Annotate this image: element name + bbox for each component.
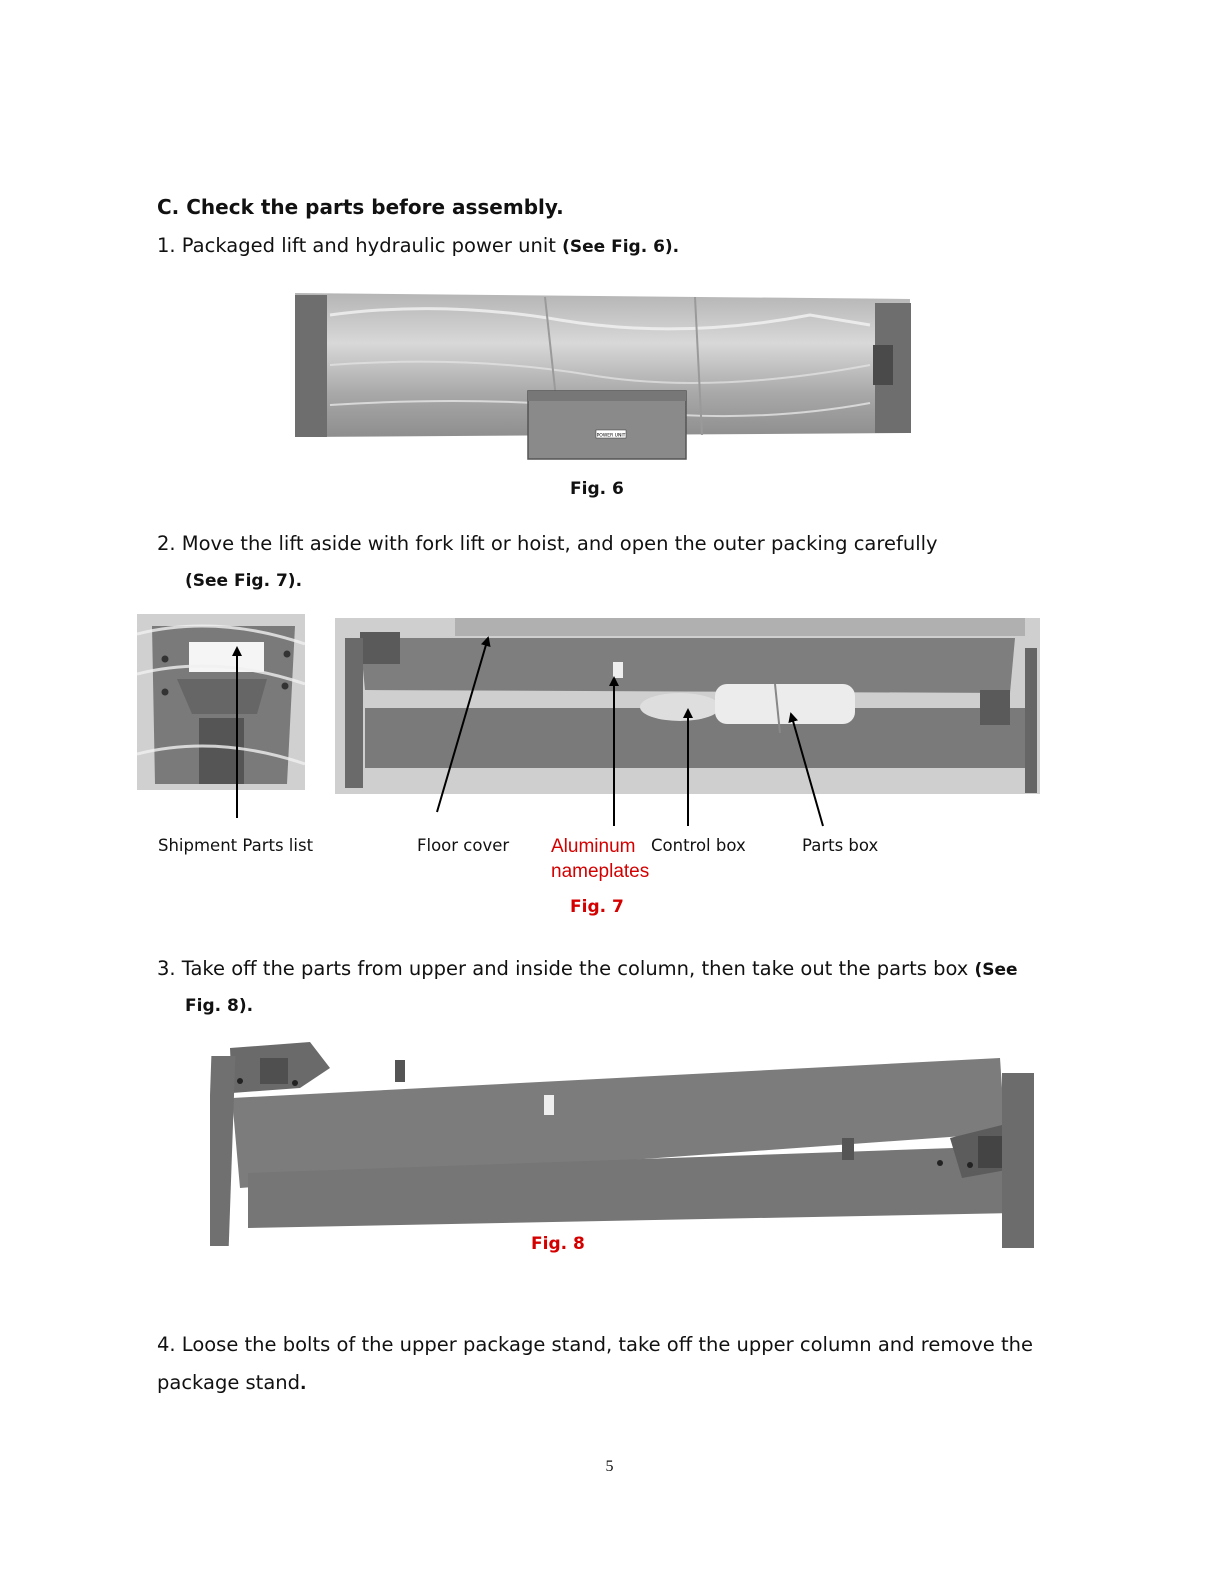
aluminum-nameplate [544, 1095, 554, 1115]
label-shipment-parts-list: Shipment Parts list [158, 836, 314, 855]
arrow-floor-cover [437, 638, 488, 812]
label-control-box: Control box [651, 836, 746, 855]
step-2-ref: (See Fig. 7). [185, 571, 303, 591]
step-4-line-1: 4. Loose the bolts of the upper package stand, take off the upper column and remove the [157, 1333, 1033, 1356]
label-aluminum-nameplates: Aluminum nameplates [551, 836, 650, 882]
step-2-text: 2. Move the lift aside with fork lift or hoist, and open the outer packing carefully [157, 532, 938, 555]
label-parts-box: Parts box [802, 836, 879, 855]
step-3: 3. Take off the parts from upper and inside the column, then take out the parts box (See [157, 957, 1018, 980]
arrow-parts-box [791, 714, 823, 826]
section-heading: C. Check the parts before assembly. [157, 195, 564, 219]
fig-7-caption: Fig. 7 [570, 897, 624, 917]
step-1-ref: (See Fig. 6). [562, 237, 680, 257]
page-number: 5 [605, 1458, 614, 1475]
step-4-line-2: package stand. [157, 1371, 307, 1394]
fig-8-image [210, 1038, 1040, 1253]
fig-6-caption: Fig. 6 [570, 479, 624, 499]
step-3-ref: Fig. 8). [185, 996, 254, 1016]
step-1-text: 1. Packaged lift and hydraulic power unit [157, 234, 563, 257]
fig-8-caption: Fig. 8 [531, 1234, 585, 1254]
label-floor-cover: Floor cover [417, 836, 510, 855]
power-unit-label: POWER UNIT [596, 433, 626, 439]
